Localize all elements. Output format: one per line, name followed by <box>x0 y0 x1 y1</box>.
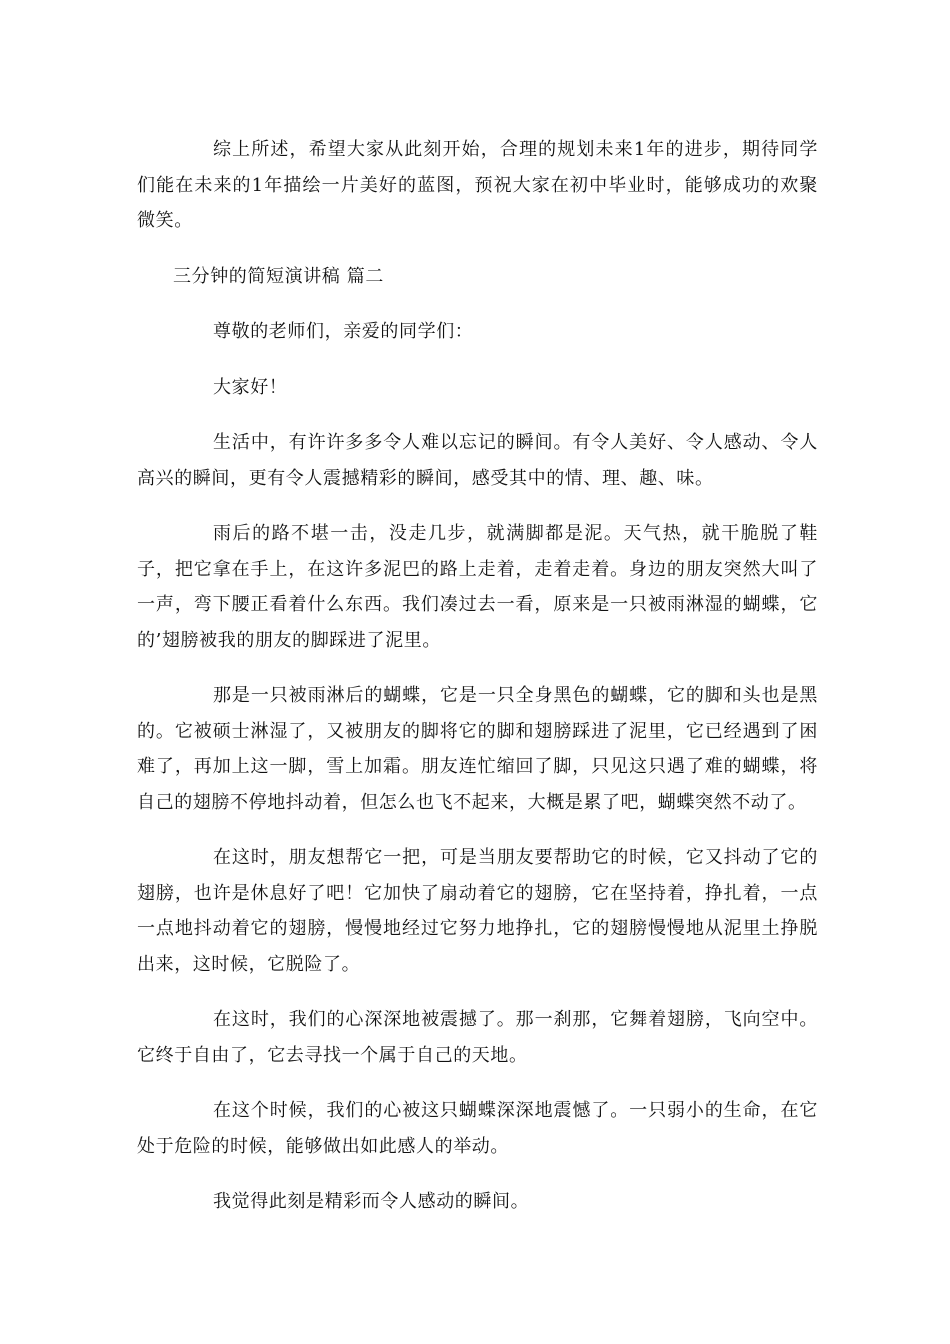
paragraph-conclusion: 综上所述，希望大家从此刻开始，合理的规划未来1年的进步，期待同学们能在未来的1年描绘一片美好的蓝图，预祝大家在初中毕业时，能够成功的欢聚微笑。 <box>137 139 818 231</box>
paragraph: 我觉得此刻是精彩而令人感动的瞬间。 <box>213 1191 530 1212</box>
paragraph: 在这时，朋友想帮它一把，可是当朋友要帮助它的时候，它又抖动了它的翅膀，也许是休息好了吧！它加快了扇动着它的翅膀，它在坚持着，挣扎着，一点一点地抖动着它的翅膀，慢慢地经过它努力地挣扎，它的翅膀慢慢地从泥里土挣脱出来，这时候，它脱险了。 <box>137 847 818 975</box>
section-heading: 三分钟的简短演讲稿 篇二 <box>173 265 384 287</box>
paragraph: 雨后的路不堪一击，没走几步，就满脚都是泥。天气热，就干脆脱了鞋子，把它拿在手上，在这许多泥巴的路上走着，走着走着。身边的朋友突然大叫了一声，弯下腰正看着什么东西。我们凑过去一看，原来是一只被雨淋湿的蝴蝶，它的’翅膀被我的朋友的脚踩进了泥里。 <box>137 523 818 651</box>
paragraph: 在这时，我们的心深深地被震撼了。那一刹那，它舞着翅膀，飞向空中。它终于自由了，它去寻找一个属于自己的天地。 <box>137 1009 818 1066</box>
paragraph: 在这个时候，我们的心被这只蝴蝶深深地震憾了。一只弱小的生命，在它处于危险的时候，能够做出如此感人的举动。 <box>137 1100 818 1157</box>
greeting: 大家好！ <box>213 376 288 398</box>
salutation: 尊敬的老师们，亲爱的同学们： <box>213 321 474 342</box>
paragraph: 那是一只被雨淋后的蝴蝶，它是一只全身黑色的蝴蝶，它的脚和头也是黑的。它被硕士淋湿了，又被朋友的脚将它的脚和翅膀踩进了泥里，它已经遇到了困难了，再加上这一脚，雪上加霜。朋友连忙缩回了脚，只见这只遇了难的蝴蝶，将自己的翅膀不停地抖动着，但怎么也飞不起来，大概是累了吧，蝴蝶突然不动了。 <box>137 685 818 813</box>
document-body <box>137 132 818 1220</box>
paragraph: 生活中，有许许多多令人难以忘记的瞬间。有令人美好、令人感动、令人高兴的瞬间，更有令人震撼精彩的瞬间，感受其中的情、理、趣、味。 <box>137 432 818 489</box>
